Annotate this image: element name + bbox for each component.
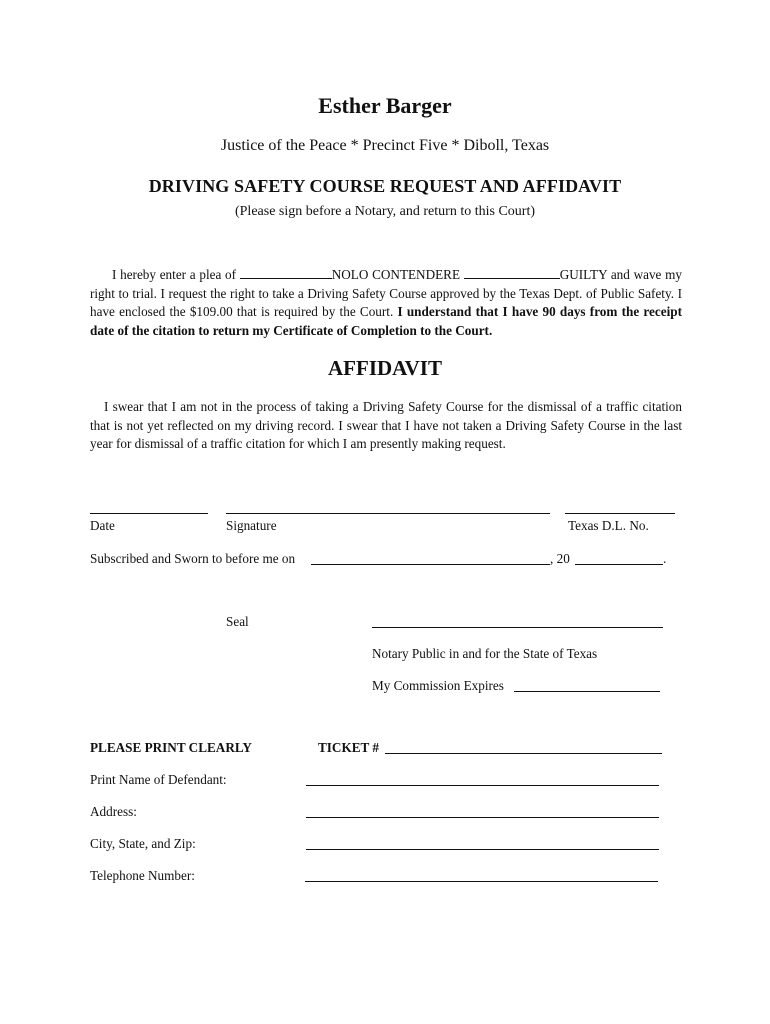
seal-label: Seal [226, 614, 249, 629]
affidavit-heading: AFFIDAVIT [328, 356, 442, 380]
guilty-option: GUILTY and wave [559, 267, 662, 282]
ticket-label: TICKET # [318, 740, 379, 755]
sworn-year-line[interactable] [575, 564, 663, 565]
notary-label: Notary Public in and for the State of Texas [372, 646, 598, 661]
defendant-name-label: Print Name of Defendant: [90, 772, 227, 787]
address-label: Address: [90, 804, 137, 819]
year-suffix: . [663, 551, 667, 566]
dl-label: Texas D.L. No. [568, 518, 649, 533]
signature-line[interactable] [226, 513, 550, 514]
signature-label: Signature [226, 518, 277, 533]
sworn-label: Subscribed and Sworn to before me on [90, 551, 296, 566]
form-title: DRIVING SAFETY COURSE REQUEST AND AFFIDAVIT [148, 176, 622, 196]
telephone-label: Telephone Number: [90, 868, 195, 883]
plea-body: my right to trial. I request the right to take a Driving Safety Course approved by the Texas Dept. of Public Safety. I have enclosed the $109.00 that is required by the Court. [90, 267, 682, 320]
plea-paragraph [90, 266, 682, 340]
dl-number-line[interactable] [565, 513, 675, 514]
affidavit-text: I swear that I am not in the process of taking a Driving Safety Course for the dismissal of a traffic citation that is not yet reflected on my driving record. I swear that I have not taken a Driving Safety Course in the last year for dismissal of a traffic citation for which I am presently making request. [90, 399, 682, 452]
date-label: Date [90, 518, 115, 533]
court-line: Justice of the Peace * Precinct Five * Diboll, Texas [220, 137, 550, 154]
address-line[interactable] [306, 817, 659, 818]
notary-signature-line[interactable] [372, 627, 663, 628]
nolo-blank[interactable] [240, 267, 332, 279]
commission-label: My Commission Expires [372, 678, 504, 693]
city-state-zip-label: City, State, and Zip: [90, 836, 196, 851]
commission-line[interactable] [514, 691, 660, 692]
nolo-option: NOLO CONTENDERE [331, 267, 461, 282]
plea-intro: I hereby enter a plea of [112, 267, 237, 282]
plea-deadline-statement: I understand that I have 90 days from the receipt date of the citation to return my Certificate of Completion to the Court. [90, 304, 682, 338]
defendant-name-line[interactable] [306, 785, 659, 786]
sworn-date-line[interactable] [311, 564, 550, 565]
form-instruction: (Please sign before a Notary, and return to this Court) [234, 204, 535, 219]
telephone-line[interactable] [305, 881, 658, 882]
print-clearly-label: PLEASE PRINT CLEARLY [90, 740, 252, 755]
date-line[interactable] [90, 513, 208, 514]
ticket-line[interactable] [385, 753, 662, 754]
year-prefix: , 20 [550, 551, 570, 566]
city-state-zip-line[interactable] [306, 849, 659, 850]
guilty-blank[interactable] [464, 267, 560, 279]
affidavit-paragraph [90, 398, 682, 454]
judge-name: Esther Barger [318, 93, 452, 118]
